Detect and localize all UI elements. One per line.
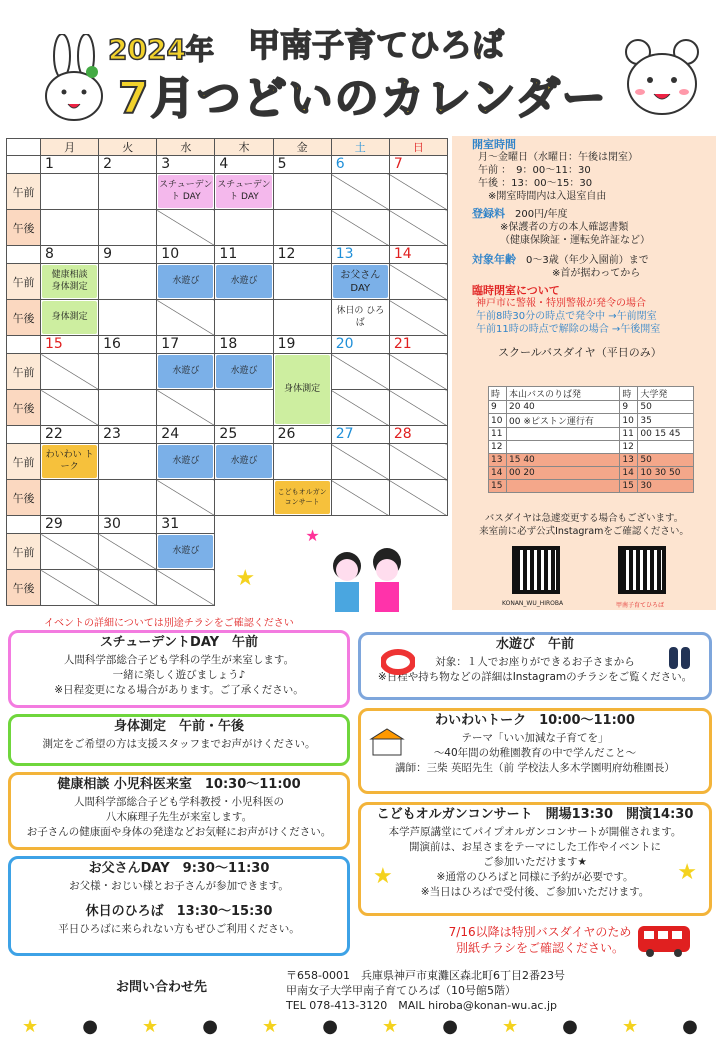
bus-icon bbox=[636, 924, 692, 958]
event-water-play: 水遊び bbox=[216, 355, 271, 388]
target-value: 0〜3歳（年少入園前）まで bbox=[526, 255, 649, 266]
sandals-icon bbox=[665, 643, 695, 673]
weekday-tue: 火 bbox=[99, 139, 157, 156]
fee-note: （健康保険証・運転免許証など） bbox=[500, 235, 650, 246]
day-number: 29 bbox=[41, 516, 99, 534]
weekday-sun: 日 bbox=[389, 139, 447, 156]
day-number: 7 bbox=[389, 156, 447, 174]
day-number: 20 bbox=[331, 336, 389, 354]
children-icon bbox=[325, 544, 415, 620]
weekday-wed: 水 bbox=[157, 139, 215, 156]
day-number: 30 bbox=[99, 516, 157, 534]
bear-icon bbox=[622, 34, 702, 120]
calendar-table bbox=[6, 138, 448, 606]
day-number: 16 bbox=[99, 336, 157, 354]
day-number: 4 bbox=[215, 156, 273, 174]
target-note: ※首が据わってから bbox=[552, 268, 641, 279]
tanabata-illustration: ★ ★ bbox=[215, 516, 448, 606]
fee-note: ※保護者の方の本人確認書類 bbox=[500, 222, 629, 233]
day-number: 9 bbox=[99, 246, 157, 264]
hours-line: 午後 ：13：00〜15：30 bbox=[478, 178, 593, 189]
pm-label: 午後 bbox=[7, 210, 41, 246]
contact-info: 〒658-0001 兵庫県神戸市東灘区森北町6丁目2番23号 甲南女子大学甲南子育てひろば（10号館5階） TEL 078-413-3120 MAIL hiroba@konan-wu.ac.jp bbox=[286, 969, 565, 1012]
event-water-play: 水遊び bbox=[216, 445, 271, 478]
school-icon bbox=[369, 727, 405, 757]
day-number: 13 bbox=[331, 246, 389, 264]
hours-title: 開室時間 bbox=[472, 138, 516, 151]
event-water-play: 水遊び bbox=[158, 535, 213, 568]
day-number: 27 bbox=[331, 426, 389, 444]
event-organ-concert: こどもオルガン コンサート bbox=[275, 481, 330, 514]
bus-note: バスダイヤは急遽変更する場合もございます。 bbox=[484, 513, 684, 524]
weekday-fri: 金 bbox=[273, 139, 331, 156]
am-label: 午前 bbox=[7, 444, 41, 480]
event-body-measure: 身体測定 bbox=[275, 355, 330, 424]
closure-title: 臨時閉室について bbox=[472, 284, 560, 297]
event-body-measure: 身体測定 bbox=[42, 301, 97, 334]
footer-decoration: ★ ● ★ ● ★ ● ★ ● ★ ● ★ ● bbox=[22, 1015, 698, 1037]
day-number: 17 bbox=[157, 336, 215, 354]
am-label: 午前 bbox=[7, 354, 41, 390]
qr-label: 甲南子育てひろば bbox=[616, 602, 665, 609]
event-water-play: 水遊び bbox=[158, 355, 213, 388]
day-number: 23 bbox=[99, 426, 157, 444]
rabbit-icon bbox=[40, 34, 110, 124]
website-qr-code[interactable] bbox=[618, 546, 666, 594]
day-number: 24 bbox=[157, 426, 215, 444]
star-icon: ★ bbox=[373, 864, 393, 889]
day-number: 28 bbox=[389, 426, 447, 444]
closure-line: 神戸市に警報・特別警報が発令の場合 bbox=[476, 298, 646, 309]
day-number: 21 bbox=[389, 336, 447, 354]
event-student-day: スチューデント DAY bbox=[158, 175, 213, 208]
weekday-sat: 土 bbox=[331, 139, 389, 156]
closure-line: 午前8時30分の時点で発令中 →午前閉室 bbox=[476, 311, 657, 322]
event-water-play: 水遊び bbox=[158, 265, 213, 298]
waiwai-talk-box: わいわいトーク 10:00〜11:00 テーマ「いい加減な子育てを」 〜40年間の幼稚園教育の中で学んだこと〜 講師：三柴 英昭先生（前 学校法人多木学園明府幼稚園長） bbox=[358, 708, 712, 794]
contact-label: お問い合わせ先 bbox=[116, 980, 208, 995]
am-label: 午前 bbox=[7, 174, 41, 210]
organ-concert-box: こどもオルガンコンサート 開場13:30 開演14:30 本学芦原講堂にてパイプオルガンコンサートが開催されます。 開演前は、お星さまをテーマにした工作やイベントに ご参加いただけます★ ※通常のひろばと同様に予約が必要です。 ※当日はひろばで受付後、ご参加いただけます。 ★ ★ bbox=[358, 802, 712, 916]
day-number: 19 bbox=[273, 336, 331, 354]
swim-ring-icon bbox=[381, 649, 415, 675]
info-panel bbox=[452, 136, 716, 610]
pm-label: 午後 bbox=[7, 300, 41, 336]
day-number: 10 bbox=[157, 246, 215, 264]
event-water-play: 水遊び bbox=[158, 445, 213, 478]
day-number: 18 bbox=[215, 336, 273, 354]
hours-line: ※開室時間内は入退室自由 bbox=[488, 191, 607, 202]
day-number: 8 bbox=[41, 246, 99, 264]
student-day-box: スチューデントDAY 午前 人間科学部総合子ども学科の学生が来室します。 一緒に楽しく遊びましょう♪ ※日程変更になる場合があります。ご了承ください。 bbox=[8, 630, 350, 708]
event-holiday-hiroba: 休日の ひろば bbox=[336, 305, 385, 328]
year-label: 2024年 bbox=[108, 33, 214, 66]
day-number: 5 bbox=[273, 156, 331, 174]
qr-label: KONAN_WU_HIROBA bbox=[502, 600, 564, 607]
bus-title: スクールバスダイヤ（平日のみ） bbox=[498, 346, 662, 359]
day-number: 11 bbox=[215, 246, 273, 264]
target-title: 対象年齢 bbox=[472, 253, 516, 266]
pm-label: 午後 bbox=[7, 570, 41, 606]
hours-line: 午前 ： 9：00〜11：30 bbox=[478, 165, 591, 176]
page-title: 7月つどいのカレンダー bbox=[118, 73, 608, 124]
day-number: 26 bbox=[273, 426, 331, 444]
am-label: 午前 bbox=[7, 534, 41, 570]
health-consult-box: 健康相談 小児科医来室 10:30〜11:00 人間科学部総合子ども学科教授・小児科医の 八木麻理子先生が来室します。 お子さんの健康面や身体の発達などお気軽にお声がけください。 bbox=[8, 772, 350, 850]
fee-title: 登録料 bbox=[472, 207, 505, 220]
day-number: 2 bbox=[99, 156, 157, 174]
header bbox=[0, 0, 720, 130]
am-label: 午前 bbox=[7, 264, 41, 300]
event-father-day: お父さん DAY bbox=[333, 265, 388, 298]
father-holiday-box: お父さんDAY 9:30〜11:30 お父様・おじい様とお子さんが参加できます。 休日のひろば 13:30〜15:30 平日ひろばに来られない方もぜひご利用ください。 bbox=[8, 856, 350, 956]
day-number: 3 bbox=[157, 156, 215, 174]
day-number: 14 bbox=[389, 246, 447, 264]
bus-timetable: 時 本山バスのりば発 時 大学発 9 20 40 9 50 10 00 ※ピストン運行有 10 35 11 11 00 15 45 12 12 13 15 40 13 50 14 00 20 14 10 30 50 15 15 30 bbox=[488, 386, 694, 493]
closure-line: 午前11時の時点で解除の場合 →午後開室 bbox=[476, 324, 661, 335]
water-play-box: 水遊び 午前 対象：１人でお座りができるお子さまから ※日程や持ち物などの詳細はInstagramのチラシをご覧ください。 bbox=[358, 632, 712, 700]
event-student-day: スチューデント DAY bbox=[216, 175, 271, 208]
hours-line: 月〜金曜日（水曜日：午後は閉室） bbox=[478, 152, 638, 163]
weekday-mon: 月 bbox=[41, 139, 99, 156]
weekday-thu: 木 bbox=[215, 139, 273, 156]
pm-label: 午後 bbox=[7, 390, 41, 426]
bus-note: 来室前に必ず公式Instagramをご確認ください。 bbox=[479, 526, 689, 537]
day-number: 22 bbox=[41, 426, 99, 444]
event-water-play: 水遊び bbox=[216, 265, 271, 298]
day-number: 25 bbox=[215, 426, 273, 444]
day-number: 6 bbox=[331, 156, 389, 174]
instagram-qr-code[interactable] bbox=[512, 546, 560, 594]
place-title: 甲南子育てひろば bbox=[248, 26, 505, 64]
day-number: 12 bbox=[273, 246, 331, 264]
fee-value: 200円/年度 bbox=[515, 209, 568, 220]
pm-label: 午後 bbox=[7, 480, 41, 516]
body-measure-box: 身体測定 午前・午後 測定をご希望の方は支援スタッフまでお声がけください。 bbox=[8, 714, 350, 766]
event-waiwai-talk: わいわい トーク bbox=[42, 445, 97, 478]
star-icon: ★ bbox=[677, 860, 697, 885]
event-health: 健康相談 身体測定 bbox=[42, 265, 97, 298]
day-number: 31 bbox=[157, 516, 215, 534]
event-notice: イベントの詳細については別途チラシをご確認ください bbox=[44, 618, 294, 629]
day-number: 15 bbox=[41, 336, 99, 354]
day-number: 1 bbox=[41, 156, 99, 174]
bus-notice: 7/16以降は特別バスダイヤのため 別紙チラシをご確認ください。 bbox=[448, 925, 632, 955]
